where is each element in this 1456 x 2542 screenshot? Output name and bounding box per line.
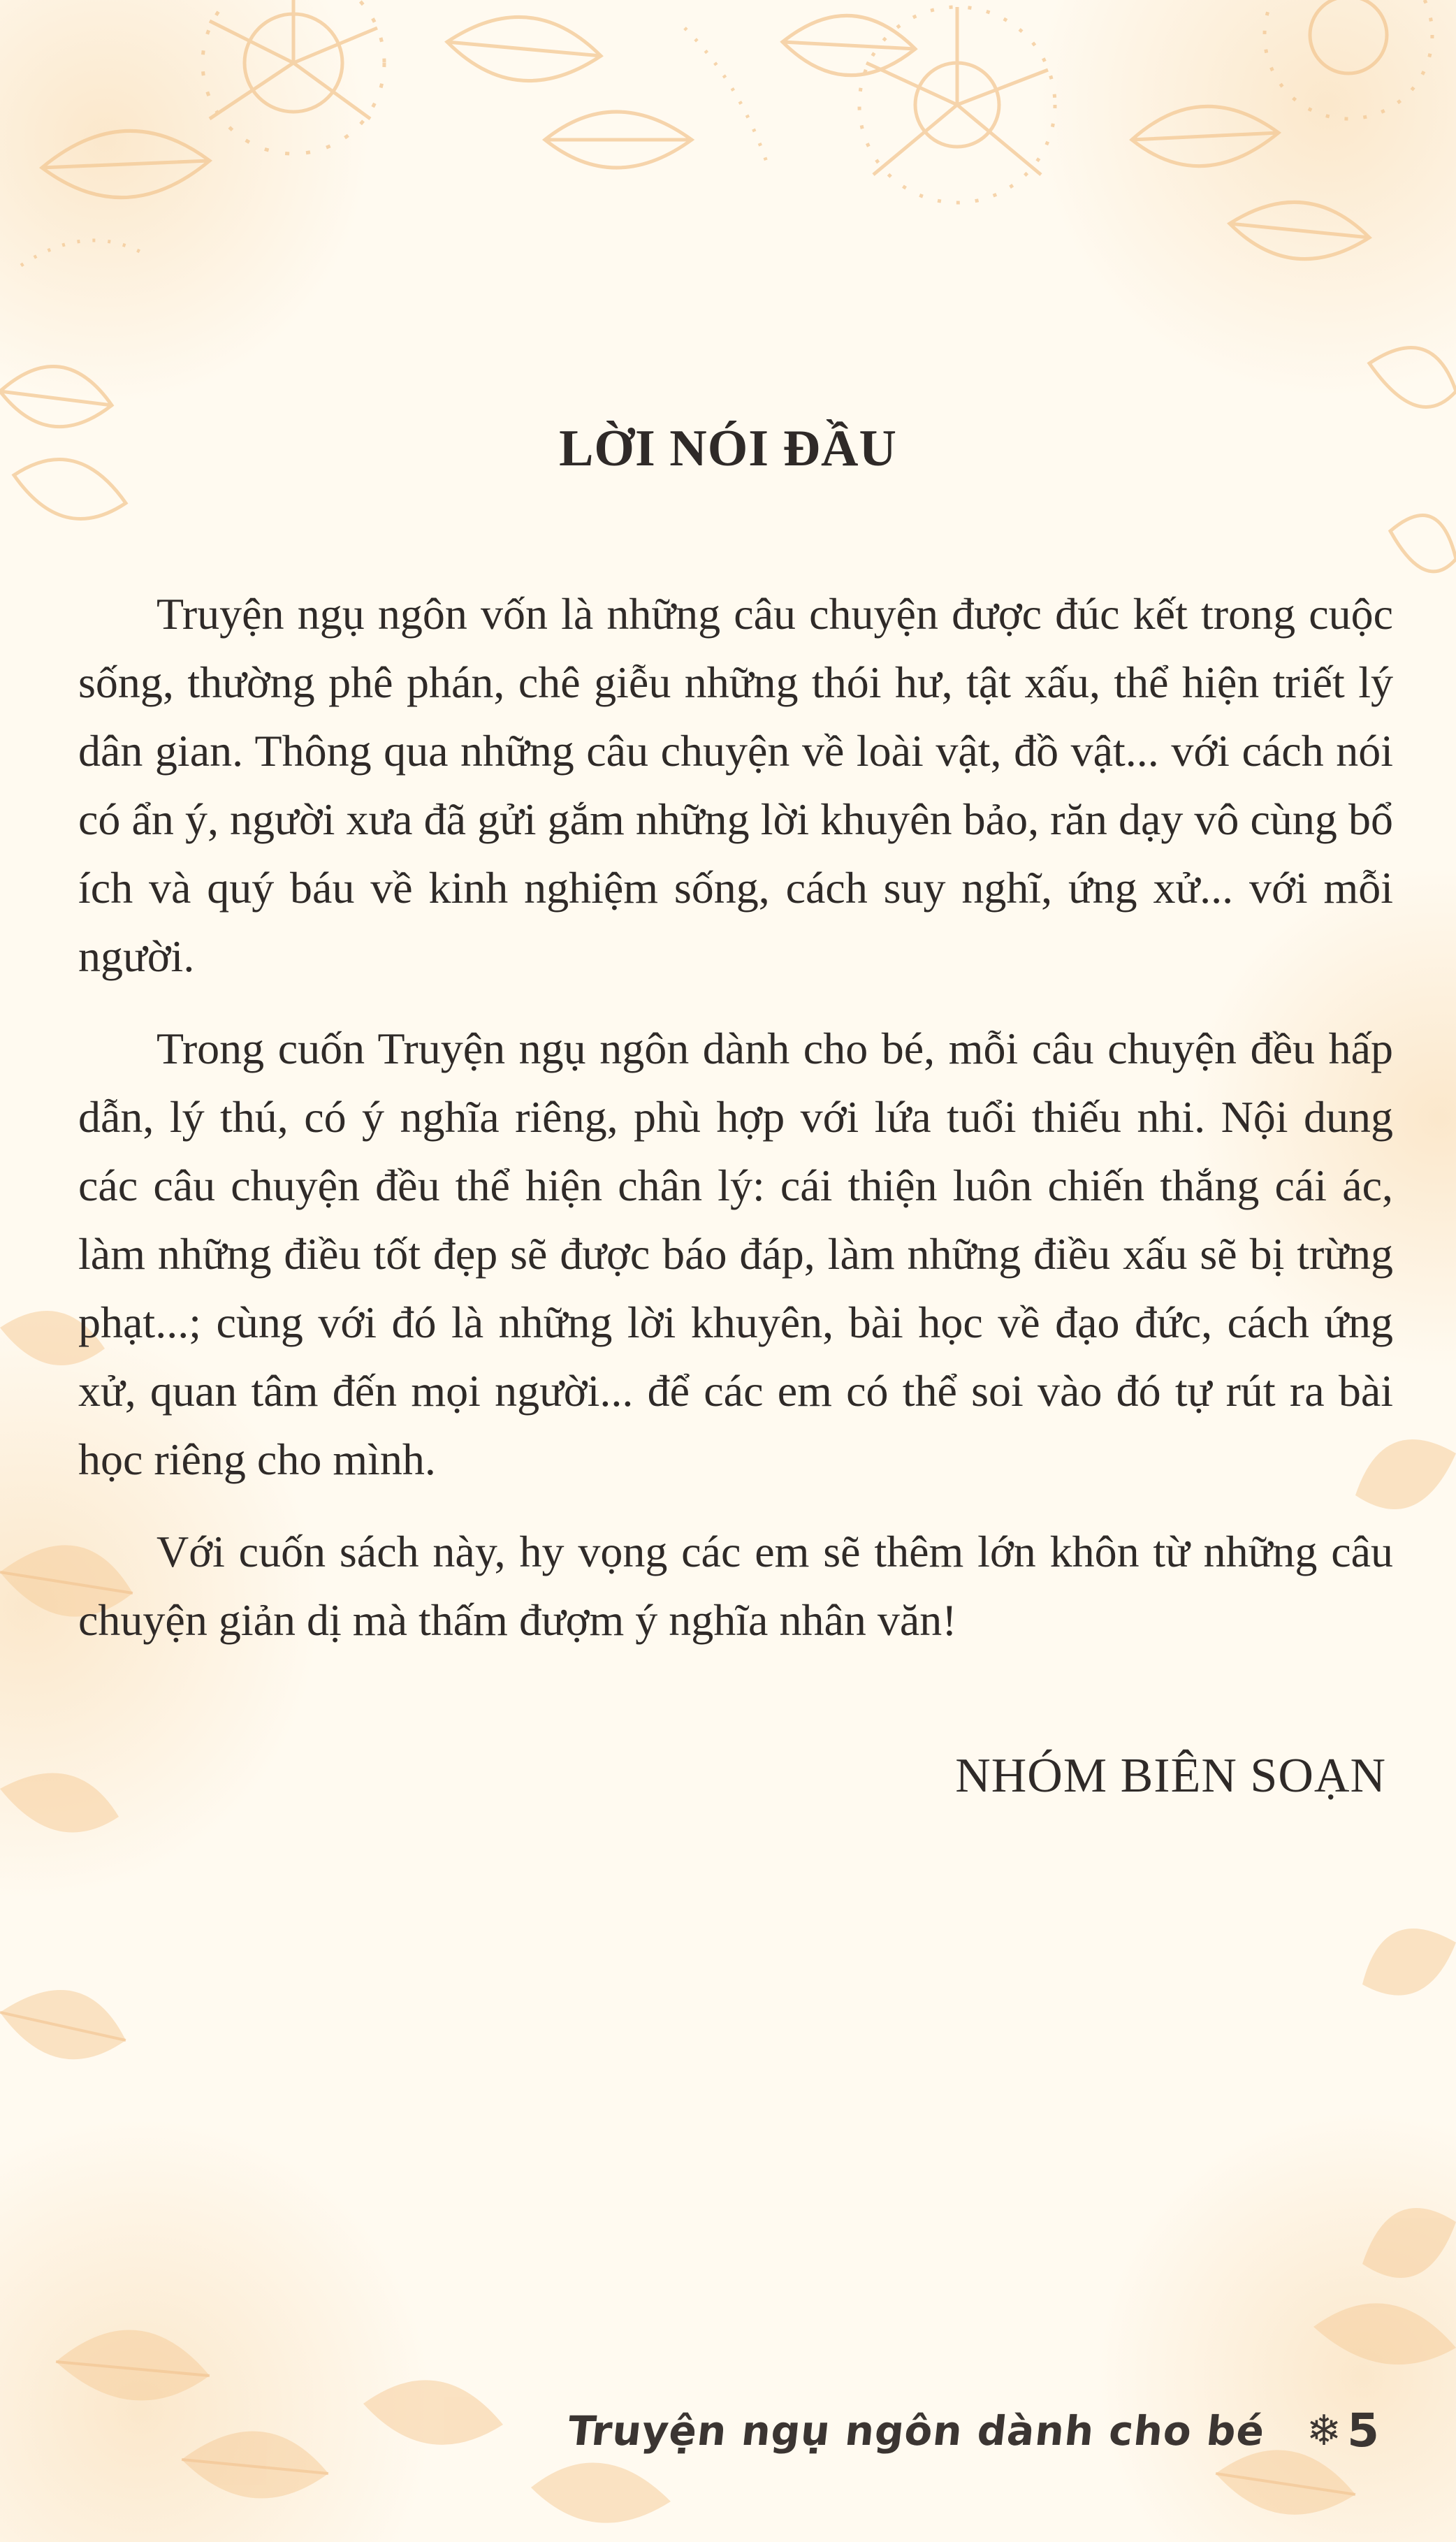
leaf-right-side-2	[1362, 1929, 1456, 1996]
leaf-top-2	[447, 17, 601, 80]
page-number-group	[1306, 2404, 1379, 2457]
leaf-left-side-4	[0, 1990, 126, 2059]
glow-top-left	[0, 0, 370, 405]
leaf-right-2	[1390, 516, 1456, 572]
dotted-branch-top	[685, 28, 769, 168]
paragraph-1: Truyện ngụ ngôn vốn là những câu chuyện được đúc kết trong cuộc sống, thường phê phán, chê giễu những thói hư, tật xấu, thể hiện triết lý dân gian. Thông qua những câu chuyện về loài vật, đồ vật... với cách nói có ẩn ý, người xưa đã gửi gắm những lời khuyên bảo, răn dạy vô cùng bổ ích và quý báu về kinh nghiệm sống, cách suy nghĩ, ứng xử... với mỗi người.	[78, 589, 1393, 981]
leaf-top-4	[782, 15, 915, 75]
page-footer	[565, 2404, 1379, 2457]
leaf-bottom-4	[531, 2462, 671, 2522]
paragraph-2: Trong cuốn Truyện ngụ ngôn dành cho bé, mỗi câu chuyện đều hấp dẫn, lý thú, có ý nghĩa riêng, phù hợp với lứa tuổi thiếu nhi. Nội dung các câu chuyện đều thể hiện chân lý: cái thiện luôn chiến thắng cái ác, làm những điều tốt đẹp sẽ được báo đáp, làm những điều xấu sẽ bị trừng phạt...; cùng với đó là những lời khuyên, bài học về đạo đức, cách ứng xử, quan tâm đến mọi người... để các em có thể soi vào đó tự rút ra bài học riêng cho mình.	[78, 1024, 1393, 1484]
paragraph-3: Với cuốn sách này, hy vọng các em sẽ thêm lớn khôn từ những câu chuyện giản dị mà thấm đượm ý nghĩa nhân văn!	[78, 1527, 1393, 1645]
author-signature: NHÓM BIÊN SOẠN	[955, 1749, 1386, 1803]
flower-top-center	[859, 7, 1055, 203]
leaf-top-3	[545, 112, 692, 168]
book-title: Truyện ngụ ngôn dành cho bé	[565, 2406, 1267, 2455]
page-number: 5	[1347, 2404, 1379, 2457]
preface-body	[78, 580, 1393, 1678]
glow-top-right	[1034, 0, 1456, 398]
snowflake-icon: ❄	[1306, 2406, 1342, 2455]
page-title: LỜI NÓI ĐẦU	[559, 420, 897, 477]
